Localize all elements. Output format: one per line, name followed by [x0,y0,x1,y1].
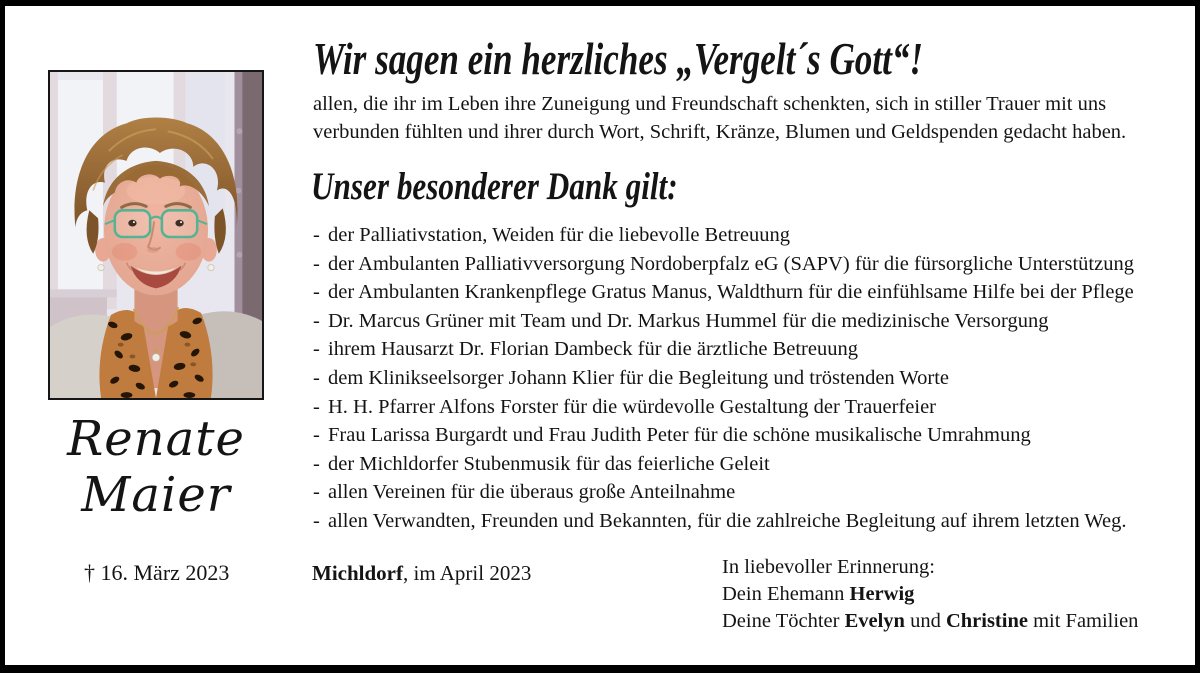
thanks-item [313,393,1134,422]
text-segment: Herwig [849,583,915,605]
text-segment: mit Familien [1027,610,1139,632]
dash-bullet: - [313,309,320,332]
thanks-item-text: der Ambulanten Palliativversorgung Nordoberpfalz eG (SAPV) für die fürsorgliche Unterstützung [328,252,1134,275]
thanks-item-text: allen Vereinen für die überaus große Anteilnahme [328,481,736,504]
thanks-item [313,307,1134,336]
deceased-name [40,412,272,523]
text-line: verbunden fühlten und ihrer durch Wort, Schrift, Kränze, Blumen und Geldspenden gedacht haben. [313,121,1127,143]
text-segment: , im April 2023 [402,561,532,585]
thanks-item [313,507,1134,536]
remembrance-block [722,554,1138,635]
dash-bullet: - [313,424,320,447]
thanks-item [313,450,1134,479]
text-segment: Evelyn [844,610,905,632]
text-segment: Dein Ehemann [722,583,850,605]
dash-bullet: - [313,366,320,389]
thanks-item-text: dem Klinikseelsorger Johann Klier für die Begleitung und tröstenden Worte [328,366,949,389]
thanks-item-text: der Palliativstation, Weiden für die liebevolle Betreuung [328,224,790,246]
intro-paragraph [313,90,1126,146]
text-segment: Michldorf [312,561,403,585]
dash-bullet: - [313,338,320,361]
deceased-last-name: Maier [81,466,231,523]
dash-bullet: - [313,224,320,246]
thanks-item [313,478,1134,507]
thanks-item-text: Dr. Marcus Grüner mit Team und Dr. Markus Hummel für die medizinische Versorgung [328,309,1049,332]
thanks-item [313,364,1134,393]
thanks-item [313,421,1134,450]
thanks-item-text: allen Verwandten, Freunden und Bekannten, für die zahlreiche Begleitung auf ihrem letzten Weg. [328,509,1127,532]
thanks-heading: Unser besonderer Dank gilt: [311,165,678,208]
thanks-item-text: Frau Larissa Burgardt und Frau Judith Peter für die schöne musikalische Umrahmung [328,424,1031,447]
thanks-item-text: der Ambulanten Krankenpflege Gratus Manus, Waldthurn für die einfühlsame Hilfe bei der Pflege [328,281,1134,304]
dash-bullet: - [313,252,320,275]
place-and-date [312,561,531,586]
text-segment: und [904,610,946,632]
thanks-item [313,250,1134,279]
thanks-item-text: ihrem Hausarzt Dr. Florian Dambeck für die ärztliche Betreuung [328,338,858,361]
remembrance-daughters-line [722,608,1138,635]
thanks-item [313,221,1134,250]
dash-bullet: - [313,452,320,475]
thanks-item-text: der Michldorfer Stubenmusik für das feierliche Geleit [328,452,770,475]
text-line: allen, die ihr im Leben ihre Zuneigung und Freundschaft schenkten, sich in stiller Trauer mit uns [313,93,1107,115]
dash-bullet: - [313,281,320,304]
text-segment: Deine Töchter [722,610,845,632]
card-title: Wir sagen ein herzliches „Vergelt´s Gott“! [313,34,924,84]
portrait-photo [50,72,262,398]
death-date: † 16. März 2023 [84,560,230,585]
portrait-photo-frame [48,70,264,400]
text-segment: Christine [945,610,1028,632]
thanks-item [313,278,1134,307]
remembrance-heading: In liebevoller Erinnerung: [722,556,935,578]
thanks-list [313,221,1134,536]
thanks-item-text: H. H. Pfarrer Alfons Forster für die würdevolle Gestaltung der Trauerfeier [328,395,937,418]
deceased-first-name: Renate [67,411,245,467]
thanks-item [313,335,1134,364]
dash-bullet: - [313,481,320,504]
remembrance-husband-line [722,581,1138,608]
dash-bullet: - [313,509,320,532]
dash-bullet: - [313,395,320,418]
